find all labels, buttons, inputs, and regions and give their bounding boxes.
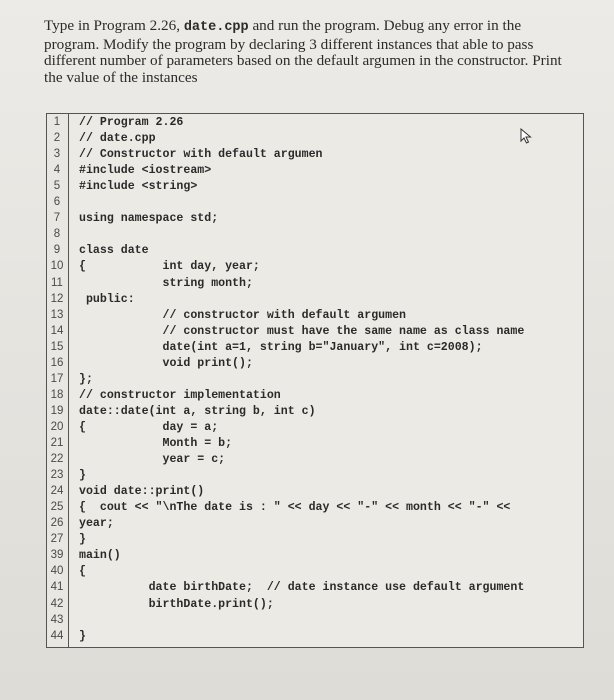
line-number: 21 [50, 437, 64, 449]
code-text: year; [79, 517, 114, 531]
code-text: void print(); [79, 356, 253, 370]
code-text: #include <iostream> [79, 164, 212, 178]
code-text: { [79, 565, 86, 579]
line-number: 27 [50, 533, 64, 546]
code-line [47, 614, 583, 630]
code-text: // constructor must have the same name as class name [79, 324, 525, 338]
instructions-line-1-pre: Type in Program 2.26, [44, 17, 184, 34]
code-text: { int day, year; [79, 260, 260, 274]
line-number: 9 [53, 244, 61, 257]
code-text: class date [79, 244, 149, 258]
code-text: } [79, 629, 86, 643]
code-text: date birthDate; // date instance use default argument [79, 581, 525, 595]
line-number: 42 [50, 597, 64, 610]
line-number: 44 [50, 629, 64, 642]
code-line [47, 517, 583, 533]
code-text: Month = b; [79, 437, 233, 450]
code-line [47, 260, 583, 276]
line-number: 7 [53, 212, 61, 225]
line-number: 11 [51, 276, 63, 289]
code-line [47, 293, 583, 309]
line-number: 23 [50, 469, 64, 482]
line-number: 39 [50, 549, 64, 562]
code-line [47, 277, 583, 293]
code-text: main() [79, 549, 121, 563]
line-number: 41 [50, 581, 64, 594]
line-number: 20 [50, 420, 64, 433]
code-line [47, 148, 583, 164]
filename-inline-code: date.cpp [183, 20, 249, 35]
code-text: #include <string> [79, 180, 198, 194]
instructions-line-2: program. Modify the program by declaring 3 different instances that able to pass [44, 35, 534, 53]
line-number: 43 [50, 613, 64, 626]
line-number: 12 [50, 292, 64, 305]
code-line [47, 164, 583, 180]
line-number: 3 [53, 148, 61, 161]
code-line [47, 581, 583, 597]
code-line [47, 180, 583, 196]
code-text: date(int a=1, string b="January", int c=2008); [79, 340, 483, 354]
code-text: { day = a; [79, 420, 219, 434]
line-number: 1 [53, 116, 61, 128]
line-number: 40 [50, 565, 64, 578]
code-line [47, 533, 583, 549]
code-line [47, 228, 583, 244]
code-listing [46, 113, 584, 648]
code-text: // constructor implementation [79, 388, 281, 402]
line-number: 2 [53, 132, 61, 145]
code-text: using namespace std; [79, 212, 219, 226]
code-text: date::date(int a, string b, int c) [79, 404, 316, 418]
code-line [47, 309, 583, 325]
line-number: 8 [53, 228, 61, 241]
code-text: } [79, 533, 86, 547]
code-line [47, 325, 583, 341]
line-number: 24 [50, 485, 64, 498]
line-number: 22 [50, 453, 64, 466]
line-number: 14 [50, 324, 64, 337]
code-text: birthDate.print(); [79, 597, 274, 611]
code-line [47, 598, 583, 614]
code-text: }; [79, 372, 93, 386]
code-line [47, 196, 583, 212]
instructions-line-4: the value of the instances [44, 68, 198, 86]
line-number: 26 [50, 517, 64, 530]
line-number: 5 [53, 180, 61, 193]
code-text: year = c; [79, 453, 226, 467]
code-line [47, 453, 583, 469]
code-line [47, 357, 583, 373]
code-text: // Program 2.26 [79, 116, 184, 129]
code-line [47, 549, 583, 565]
code-line [47, 565, 583, 581]
code-text: public: [79, 292, 135, 306]
code-line [47, 212, 583, 228]
line-number: 17 [50, 372, 64, 385]
code-line [47, 437, 583, 453]
line-number: 6 [53, 196, 61, 209]
line-number: 4 [53, 164, 61, 177]
mouse-pointer-icon [520, 128, 534, 144]
code-text: { cout << "\nThe date is : " << day << "-" << month << "-" << [79, 501, 511, 515]
instructions-line-1-post: and run the program. Debug any error in the [248, 17, 522, 34]
code-line [47, 630, 583, 646]
line-number: 10 [50, 260, 64, 273]
instructions-paragraph [44, 18, 589, 86]
line-number: 25 [50, 501, 64, 514]
code-line [47, 341, 583, 357]
instructions-line-1 [44, 18, 589, 37]
line-number: 16 [50, 356, 64, 369]
code-text: void date::print() [79, 485, 205, 499]
code-line [47, 421, 583, 437]
line-number: 13 [50, 308, 64, 321]
code-text: } [79, 469, 86, 483]
code-line [47, 116, 583, 132]
code-text: // Constructor with default argumen [79, 148, 323, 162]
line-number: 19 [50, 404, 64, 417]
code-line [47, 244, 583, 260]
code-line [47, 501, 583, 517]
line-number: 15 [50, 340, 64, 353]
code-line [47, 389, 583, 405]
code-text: // constructor with default argumen [79, 308, 406, 322]
code-text: string month; [79, 276, 253, 290]
code-line [47, 132, 583, 148]
code-line [47, 485, 583, 501]
line-number: 18 [50, 388, 64, 401]
instructions-line-3: different number of parameters based on the default argumen in the constructor. Print [44, 52, 562, 70]
code-text: // date.cpp [79, 132, 156, 146]
code-line [47, 469, 583, 485]
code-line [47, 373, 583, 389]
code-line [47, 405, 583, 421]
